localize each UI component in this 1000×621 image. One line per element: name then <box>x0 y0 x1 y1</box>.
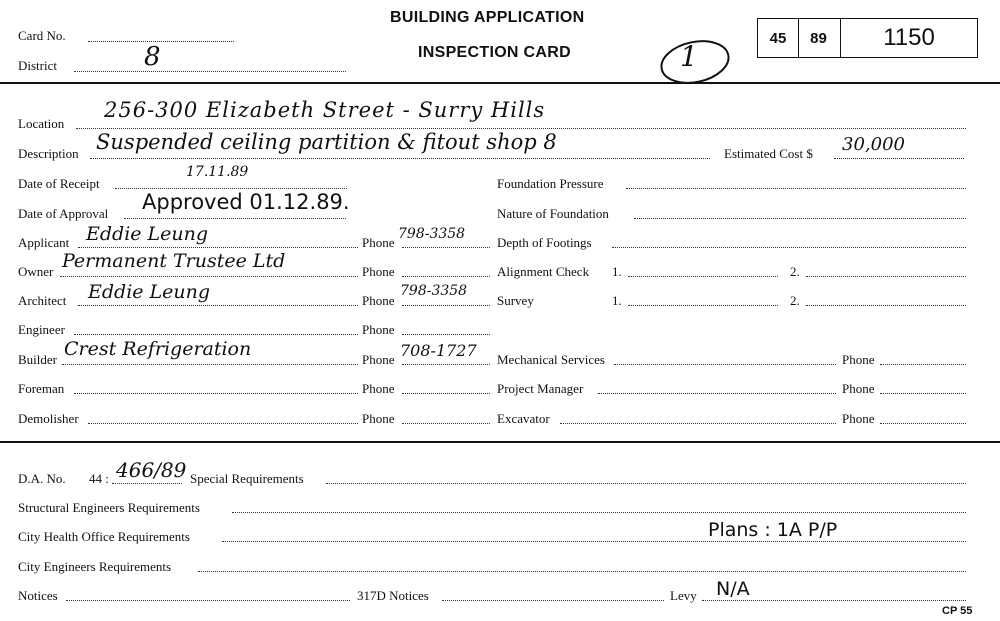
mechanical-label: Mechanical Services <box>497 352 605 367</box>
city-eng-line <box>198 571 966 572</box>
da-prefix: 44 : <box>89 471 109 486</box>
health-label: City Health Office Requirements <box>18 529 190 544</box>
middle-divider <box>0 441 1000 443</box>
owner-value: Permanent Trustee Ltd <box>62 250 286 272</box>
mechanical-phone-line <box>880 364 966 365</box>
location-label: Location <box>18 116 65 131</box>
project-manager-phone-label: Phone <box>842 381 875 396</box>
foreman-line <box>74 393 358 394</box>
card-no-line <box>88 41 234 42</box>
da-label: D.A. No. <box>18 471 66 486</box>
survey-num1: 1. <box>612 293 622 308</box>
district-label: District <box>18 58 57 73</box>
receipt-line <box>115 188 347 189</box>
special-line <box>326 483 966 484</box>
owner-label: Owner <box>18 264 54 279</box>
health-value: Plans : 1A P/P <box>708 519 838 541</box>
survey-label: Survey <box>497 293 534 308</box>
architect-label: Architect <box>18 293 67 308</box>
card-no-value: 8 <box>144 42 161 72</box>
architect-phone-label: Phone <box>362 293 395 308</box>
approval-line <box>124 218 346 219</box>
project-manager-phone-line <box>880 393 966 394</box>
estimated-cost-line <box>834 158 964 159</box>
engineer-line <box>74 334 358 335</box>
project-manager-label: Project Manager <box>497 381 584 396</box>
nature-foundation-line <box>634 218 966 219</box>
foreman-phone-line <box>402 393 490 394</box>
applicant-phone-label: Phone <box>362 235 395 250</box>
builder-phone-line <box>402 364 490 365</box>
architect-value: Eddie Leung <box>88 281 211 303</box>
depth-footings-line <box>612 247 966 248</box>
estimated-cost-label: Estimated Cost $ <box>724 146 813 161</box>
demolisher-label: Demolisher <box>18 411 79 426</box>
ref-box-1: 45 <box>757 18 799 58</box>
description-value: Suspended ceiling partition & fitout shop 8 <box>96 130 557 154</box>
engineer-phone-label: Phone <box>362 322 395 337</box>
alignment-check-label: Alignment Check <box>497 264 590 279</box>
owner-line <box>60 276 358 277</box>
location-value: 256-300 Elizabeth Street - Surry Hills <box>104 98 546 122</box>
estimated-cost-value: 30,000 <box>842 134 905 155</box>
da-value: 466/89 <box>116 458 187 482</box>
excavator-line <box>560 423 836 424</box>
notices-317d-line <box>442 600 664 601</box>
mechanical-phone-label: Phone <box>842 352 875 367</box>
nature-foundation-label: Nature of Foundation <box>497 206 609 221</box>
alignment-num2: 2. <box>790 264 800 279</box>
special-label: Special Requirements <box>190 471 304 486</box>
builder-phone-value: 708-1727 <box>400 341 477 360</box>
alignment-line2 <box>806 276 966 277</box>
demolisher-phone-line <box>402 423 490 424</box>
demolisher-line <box>88 423 358 424</box>
architect-phone-line <box>402 305 490 306</box>
top-divider <box>0 82 1000 84</box>
notices-317d-label: 317D Notices <box>357 588 429 603</box>
receipt-value: 17.11.89 <box>186 164 249 180</box>
architect-phone-value: 798-3358 <box>400 283 468 299</box>
approval-label: Date of Approval <box>18 206 109 221</box>
demolisher-phone-label: Phone <box>362 411 395 426</box>
excavator-phone-label: Phone <box>842 411 875 426</box>
description-label: Description <box>18 146 79 161</box>
foreman-phone-label: Phone <box>362 381 395 396</box>
notices-line <box>66 600 350 601</box>
excavator-phone-line <box>880 423 966 424</box>
levy-label: Levy <box>670 588 697 603</box>
survey-num2: 2. <box>790 293 800 308</box>
receipt-label: Date of Receipt <box>18 176 100 191</box>
applicant-phone-line <box>402 247 490 248</box>
applicant-phone-value: 798-3358 <box>398 226 466 242</box>
alignment-line1 <box>628 276 778 277</box>
foreman-label: Foreman <box>18 381 65 396</box>
alignment-num1: 1. <box>612 264 622 279</box>
builder-label: Builder <box>18 352 57 367</box>
project-manager-line <box>598 393 836 394</box>
depth-footings-label: Depth of Footings <box>497 235 592 250</box>
survey-line2 <box>806 305 966 306</box>
applicant-label: Applicant <box>18 235 70 250</box>
foundation-pressure-label: Foundation Pressure <box>497 176 604 191</box>
excavator-label: Excavator <box>497 411 550 426</box>
ref-box-2: 89 <box>797 18 841 58</box>
engineer-label: Engineer <box>18 322 65 337</box>
levy-line <box>702 600 966 601</box>
title-line2: INSPECTION CARD <box>418 44 571 61</box>
foundation-pressure-line <box>626 188 966 189</box>
applicant-value: Eddie Leung <box>86 223 209 245</box>
survey-line1 <box>628 305 778 306</box>
architect-line <box>78 305 358 306</box>
description-line <box>90 158 710 159</box>
builder-phone-label: Phone <box>362 352 395 367</box>
card-no-label: Card No. <box>18 28 66 43</box>
engineer-phone-line <box>402 334 490 335</box>
owner-phone-line <box>402 276 490 277</box>
title-line1: BUILDING APPLICATION <box>390 9 585 26</box>
circled-mark-value: 1 <box>680 40 698 73</box>
mechanical-line <box>614 364 836 365</box>
applicant-line <box>78 247 358 248</box>
structural-label: Structural Engineers Requirements <box>18 500 200 515</box>
da-line <box>112 483 182 484</box>
ref-box-3: 1150 <box>840 18 978 58</box>
builder-value: Crest Refrigeration <box>64 338 252 360</box>
approval-value: Approved 01.12.89. <box>142 190 350 214</box>
district-line <box>74 71 346 72</box>
levy-value: N/A <box>716 578 750 600</box>
location-line <box>76 128 966 129</box>
builder-line <box>62 364 358 365</box>
structural-line <box>232 512 966 513</box>
form-code: CP 55 <box>942 605 973 617</box>
owner-phone-label: Phone <box>362 264 395 279</box>
health-line <box>222 541 966 542</box>
notices-label: Notices <box>18 588 58 603</box>
city-eng-label: City Engineers Requirements <box>18 559 172 574</box>
